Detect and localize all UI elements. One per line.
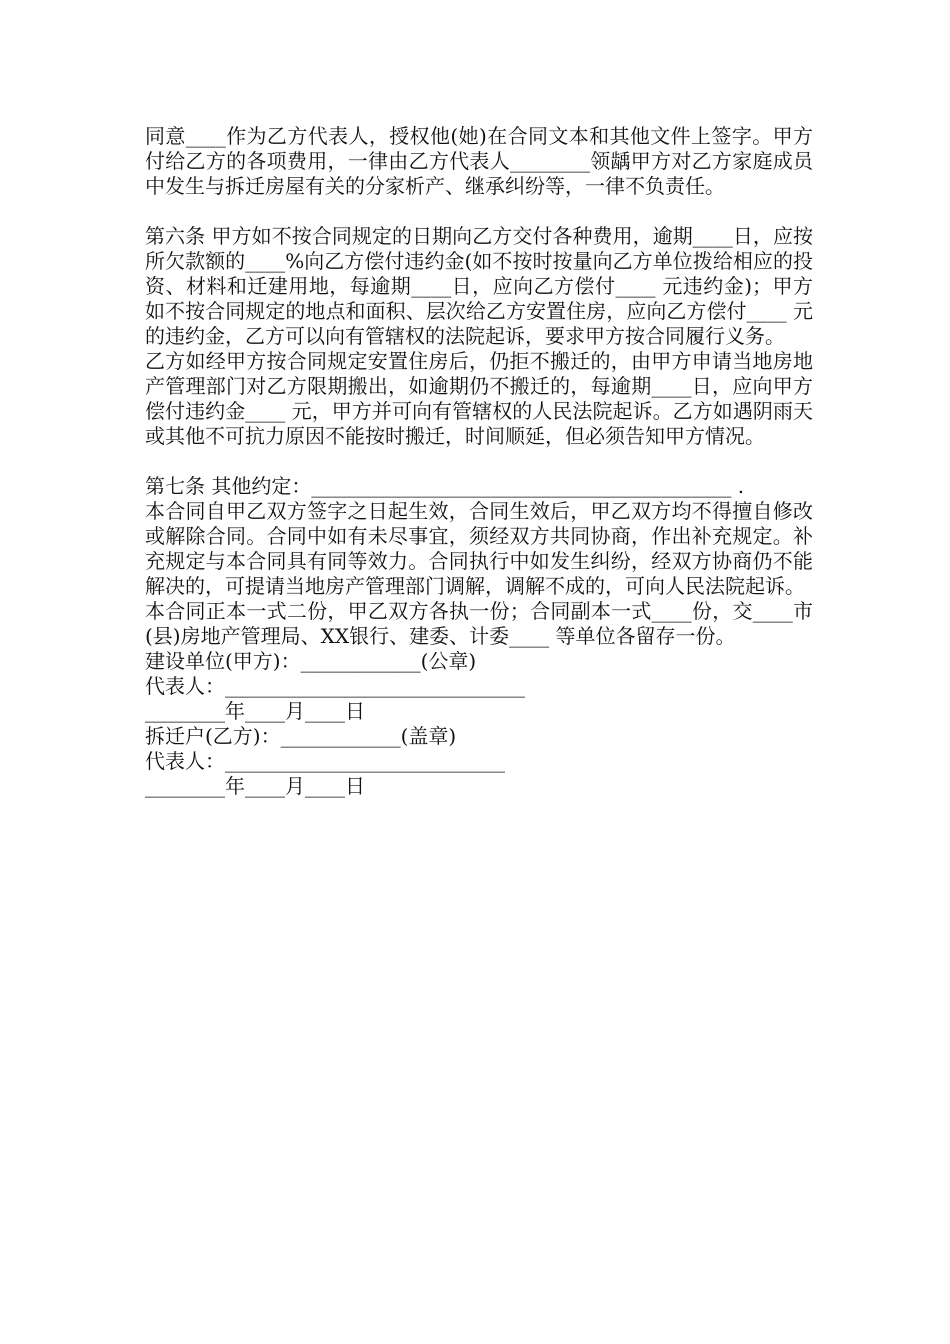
contract-page [145,124,813,799]
paragraph-article-6: 第六条 甲方如不按合同规定的日期向乙方交付各种费用，逾期____日，应按所欠款额的____%向乙方偿付违约金(如不按时按量向乙方单位拨给相应的投资、材料和迁建用地，每逾期____日，应向乙方偿付____ 元违约金)；甲方如不按合同规定的地点和面积、层次给乙方安置住房，应向乙方偿付____ 元的违约金，乙方可以向有管辖权的法院起诉，要求甲方按合同履行义务。 [145,224,813,348]
paragraph-article-6-relocation: 乙方如经甲方按合同规定安置住房后，仍拒不搬迁的，由甲方申请当地房地产管理部门对乙方限期搬出，如逾期仍不搬迁的，每逾期____日，应向甲方偿付违约金____ 元，甲方并可向有管辖权的人民法院起诉。乙方如遇阴雨天或其他不可抗力原因不能按时搬迁，时间顺延，但必须告知甲方情况。 [145,349,813,448]
signature-party-a: 建设单位(甲方)：____________(公章) [145,649,477,673]
paragraph-effectiveness: 本合同自甲乙双方签字之日起生效，合同生效后，甲乙双方均不得擅自修改或解除合同。合同中如有未尽事宜，须经双方共同协商，作出补充规定。补充规定与本合同具有同等效力。合同执行中如发生纠纷，经双方协商仍不能解决的，可提请当地房产管理部门调解，调解不成的，可向人民法院起诉。 [145,499,813,598]
signature-party-a-representative: 代表人：______________________________ [145,674,525,698]
paragraph-representative-authorization: 同意____作为乙方代表人，授权他(她)在合同文本和其他文件上签字。甲方付给乙方的各项费用，一律由乙方代表人________领龋甲方对乙方家庭成员中发生与拆迁房屋有关的分家析产、继承纠纷等，一律不负责任。 [145,124,813,198]
signature-party-b-representative: 代表人：____________________________ [145,749,505,773]
paragraph-copies: 本合同正本一式二份，甲乙双方各执一份；合同副本一式____份，交____市(县)房地产管理局、XX银行、建委、计委____ 等单位各留存一份。 [145,599,813,648]
signature-party-a-date: ________年____月____日 [145,699,365,723]
signature-party-b-date: ________年____月____日 [145,774,365,798]
paragraph-article-7: 第七条 其他约定：__________________________________________ . [145,474,745,498]
paragraph-spacer [145,199,813,224]
signature-party-b: 拆迁户(乙方)：____________(盖章) [145,724,457,748]
paragraph-spacer [145,449,813,474]
